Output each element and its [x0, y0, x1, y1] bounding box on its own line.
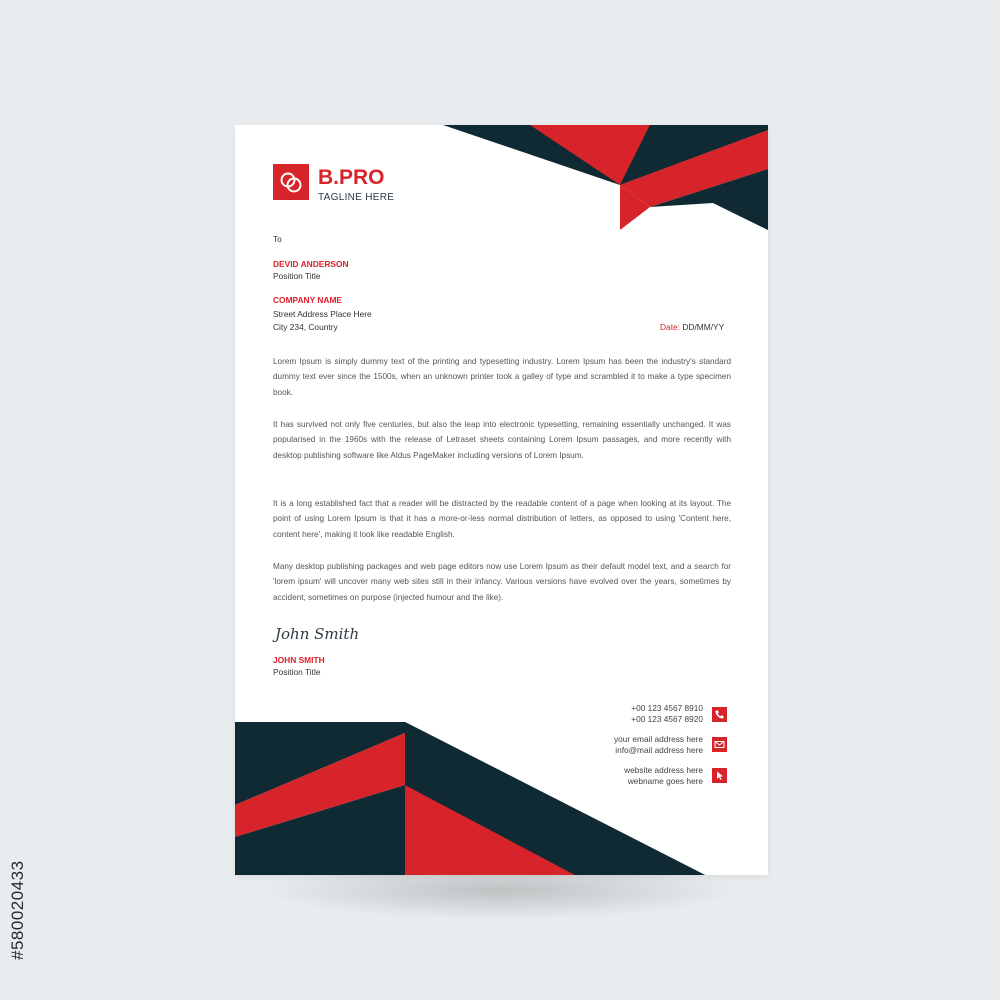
contact-email-1: your email address here [613, 734, 703, 744]
date-field [660, 322, 724, 332]
date-label: Date: [660, 322, 681, 332]
recipient-name: DEVID ANDERSON [273, 259, 349, 269]
recipient-company: COMPANY NAME [273, 295, 343, 305]
recipient-position: Position Title [273, 271, 321, 281]
brand-logo-icon [273, 164, 309, 200]
recipient-street: Street Address Place Here [273, 309, 372, 319]
signature-script: John Smith [275, 625, 360, 643]
contact-web-2: webname goes here [627, 776, 703, 786]
cursor-icon [712, 768, 727, 783]
mail-icon [712, 737, 727, 752]
letterhead-sheet [235, 125, 768, 875]
contact-email-2: info@mail address here [615, 745, 703, 755]
contact-phone-1: +00 123 4567 8910 [631, 703, 703, 713]
body-paragraph-2: It has survived not only five centuries, but also the leap into electronic typesetting, remaining essentially unchanged. It was popularised in the 1960s with the release of Letraset sheets containing Lorem Ipsum passages, and more recently with desktop publishing software like Aldus PageMaker including versions of Lorem Ipsum. [273, 420, 731, 460]
signer-position: Position Title [273, 667, 321, 677]
phone-icon [712, 707, 727, 722]
contact-phone-2: +00 123 4567 8920 [631, 714, 703, 724]
stock-id: #580020433 [8, 860, 27, 960]
date-value: DD/MM/YY [682, 322, 725, 332]
body-paragraph-4: Many desktop publishing packages and web page editors now use Lorem Ipsum as their default model text, and a search for 'lorem ipsum' will uncover many web sites still in their infancy. Various versions have evolved over the years, sometimes by accident, sometimes on purpose (injected humour and the like). [273, 562, 731, 602]
recipient-city: City 234, Country [273, 322, 338, 332]
body-paragraph-3: It is a long established fact that a reader will be distracted by the readable content of a page when looking at its layout. The point of using Lorem Ipsum is that it has a more-or-less normal distribution of letters, as opposed to using 'Content here, content here', making it look like readable English. [273, 499, 731, 539]
contact-web-1: website address here [624, 765, 703, 775]
signer-name: JOHN SMITH [273, 655, 325, 665]
body-paragraph-1: Lorem Ipsum is simply dummy text of the printing and typesetting industry. Lorem Ipsum has been the industry's standard dummy text ever since the 1500s, when an unknown printer took a galley of type and scrambled it to make a type specimen book. [273, 357, 731, 397]
to-label: To [273, 234, 282, 244]
brand-name: B.PRO [318, 166, 385, 189]
brand-tagline: TAGLINE HERE [318, 192, 395, 203]
